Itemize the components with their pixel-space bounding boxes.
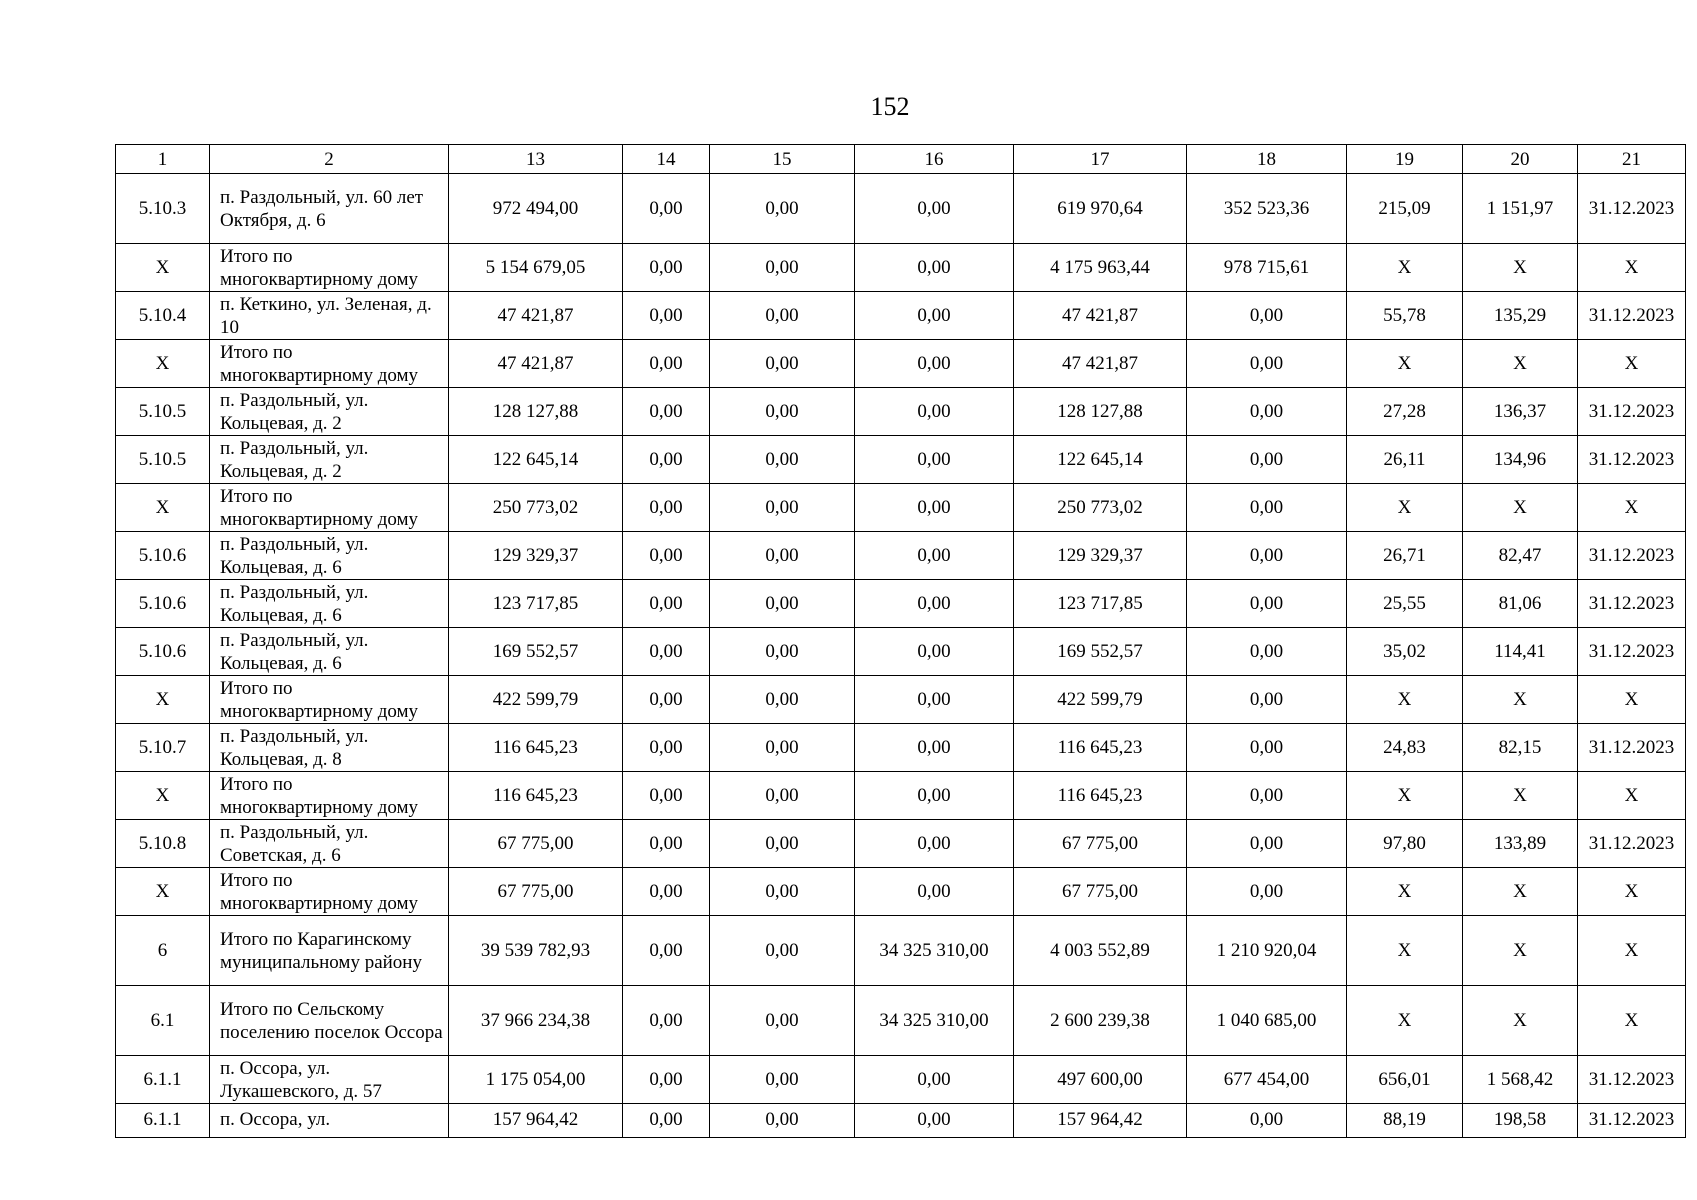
cell-col-17: 2 600 239,38 bbox=[1014, 986, 1187, 1056]
cell-col-17: 169 552,57 bbox=[1014, 628, 1187, 676]
cell-col-13: 169 552,57 bbox=[449, 628, 623, 676]
cell-col-14: 0,00 bbox=[623, 1104, 710, 1138]
cell-address: Итого по многоквартирному дому bbox=[210, 340, 449, 388]
table-row bbox=[116, 484, 1686, 532]
cell-col-17: 129 329,37 bbox=[1014, 532, 1187, 580]
cell-col-15: 0,00 bbox=[710, 676, 855, 724]
cell-col-21: 31.12.2023 bbox=[1578, 820, 1686, 868]
cell-col-16: 0,00 bbox=[855, 292, 1014, 340]
cell-row-number: 5.10.3 bbox=[116, 174, 210, 244]
cell-col-16: 0,00 bbox=[855, 1056, 1014, 1104]
cell-col-21: Х bbox=[1578, 484, 1686, 532]
cell-col-19: 215,09 bbox=[1347, 174, 1463, 244]
cell-col-19: 97,80 bbox=[1347, 820, 1463, 868]
cell-col-18: 0,00 bbox=[1187, 772, 1347, 820]
cell-address: Итого по многоквартирному дому bbox=[210, 868, 449, 916]
cell-row-number: 6 bbox=[116, 916, 210, 986]
cell-col-15: 0,00 bbox=[710, 724, 855, 772]
cell-col-17: 47 421,87 bbox=[1014, 292, 1187, 340]
cell-address: п. Кеткино, ул. Зеленая, д. 10 bbox=[210, 292, 449, 340]
cell-row-number: Х bbox=[116, 772, 210, 820]
cell-col-21: Х bbox=[1578, 340, 1686, 388]
table-row bbox=[116, 676, 1686, 724]
table-row bbox=[116, 1104, 1686, 1138]
cell-col-13: 116 645,23 bbox=[449, 772, 623, 820]
cell-col-18: 677 454,00 bbox=[1187, 1056, 1347, 1104]
cell-col-15: 0,00 bbox=[710, 244, 855, 292]
cell-col-15: 0,00 bbox=[710, 532, 855, 580]
cell-col-19: Х bbox=[1347, 676, 1463, 724]
cell-col-17: 497 600,00 bbox=[1014, 1056, 1187, 1104]
cell-address: п. Раздольный, ул. Кольцевая, д. 6 bbox=[210, 580, 449, 628]
cell-row-number: 5.10.4 bbox=[116, 292, 210, 340]
cell-col-20: 136,37 bbox=[1463, 388, 1578, 436]
cell-col-16: 34 325 310,00 bbox=[855, 986, 1014, 1056]
header-cell: 18 bbox=[1187, 145, 1347, 174]
cell-row-number: 6.1 bbox=[116, 986, 210, 1056]
cell-col-15: 0,00 bbox=[710, 986, 855, 1056]
cell-col-19: 27,28 bbox=[1347, 388, 1463, 436]
cell-col-19: 88,19 bbox=[1347, 1104, 1463, 1138]
cell-col-20: 81,06 bbox=[1463, 580, 1578, 628]
cell-col-15: 0,00 bbox=[710, 340, 855, 388]
cell-col-15: 0,00 bbox=[710, 174, 855, 244]
table-row bbox=[116, 868, 1686, 916]
cell-col-19: Х bbox=[1347, 916, 1463, 986]
cell-address: п. Оссора, ул. Лукашевского, д. 57 bbox=[210, 1056, 449, 1104]
cell-col-14: 0,00 bbox=[623, 532, 710, 580]
table-row bbox=[116, 340, 1686, 388]
cell-address: Итого по Сельскому поселению поселок Оссора bbox=[210, 986, 449, 1056]
cell-col-13: 47 421,87 bbox=[449, 292, 623, 340]
cell-col-16: 0,00 bbox=[855, 340, 1014, 388]
cell-col-21: Х bbox=[1578, 986, 1686, 1056]
cell-col-13: 123 717,85 bbox=[449, 580, 623, 628]
table-row bbox=[116, 532, 1686, 580]
cell-col-14: 0,00 bbox=[623, 868, 710, 916]
cell-col-18: 0,00 bbox=[1187, 436, 1347, 484]
cell-col-21: 31.12.2023 bbox=[1578, 174, 1686, 244]
cell-col-15: 0,00 bbox=[710, 484, 855, 532]
cell-col-16: 0,00 bbox=[855, 580, 1014, 628]
cell-col-16: 0,00 bbox=[855, 532, 1014, 580]
cell-col-15: 0,00 bbox=[710, 1104, 855, 1138]
cell-col-18: 978 715,61 bbox=[1187, 244, 1347, 292]
cell-col-18: 0,00 bbox=[1187, 484, 1347, 532]
cell-address: п. Раздольный, ул. Кольцевая, д. 8 bbox=[210, 724, 449, 772]
table-row bbox=[116, 174, 1686, 244]
cell-col-14: 0,00 bbox=[623, 916, 710, 986]
cell-col-20: 134,96 bbox=[1463, 436, 1578, 484]
cell-col-14: 0,00 bbox=[623, 628, 710, 676]
cell-col-15: 0,00 bbox=[710, 292, 855, 340]
header-cell: 13 bbox=[449, 145, 623, 174]
header-cell: 16 bbox=[855, 145, 1014, 174]
header-cell: 20 bbox=[1463, 145, 1578, 174]
cell-col-16: 0,00 bbox=[855, 820, 1014, 868]
cell-address: п. Раздольный, ул. Кольцевая, д. 2 bbox=[210, 436, 449, 484]
cell-col-17: 122 645,14 bbox=[1014, 436, 1187, 484]
cell-col-18: 0,00 bbox=[1187, 676, 1347, 724]
cell-col-15: 0,00 bbox=[710, 916, 855, 986]
cell-col-20: 198,58 bbox=[1463, 1104, 1578, 1138]
cell-col-19: 656,01 bbox=[1347, 1056, 1463, 1104]
cell-col-14: 0,00 bbox=[623, 244, 710, 292]
table-row bbox=[116, 244, 1686, 292]
cell-col-14: 0,00 bbox=[623, 436, 710, 484]
cell-col-21: 31.12.2023 bbox=[1578, 388, 1686, 436]
cell-col-21: 31.12.2023 bbox=[1578, 724, 1686, 772]
table-row bbox=[116, 292, 1686, 340]
cell-col-20: Х bbox=[1463, 868, 1578, 916]
cell-row-number: 6.1.1 bbox=[116, 1104, 210, 1138]
cell-row-number: Х bbox=[116, 484, 210, 532]
cell-address: Итого по многоквартирному дому bbox=[210, 676, 449, 724]
cell-col-16: 0,00 bbox=[855, 436, 1014, 484]
cell-col-16: 0,00 bbox=[855, 868, 1014, 916]
cell-col-16: 34 325 310,00 bbox=[855, 916, 1014, 986]
cell-col-19: Х bbox=[1347, 340, 1463, 388]
cell-row-number: 5.10.5 bbox=[116, 388, 210, 436]
cell-col-13: 37 966 234,38 bbox=[449, 986, 623, 1056]
cell-col-18: 0,00 bbox=[1187, 292, 1347, 340]
table-row bbox=[116, 986, 1686, 1056]
table-row bbox=[116, 916, 1686, 986]
cell-col-21: 31.12.2023 bbox=[1578, 436, 1686, 484]
cell-col-13: 47 421,87 bbox=[449, 340, 623, 388]
cell-col-21: Х bbox=[1578, 868, 1686, 916]
cell-col-18: 0,00 bbox=[1187, 628, 1347, 676]
table-row bbox=[116, 1056, 1686, 1104]
cell-col-20: 135,29 bbox=[1463, 292, 1578, 340]
cell-col-15: 0,00 bbox=[710, 388, 855, 436]
cell-col-17: 4 175 963,44 bbox=[1014, 244, 1187, 292]
cell-col-21: 31.12.2023 bbox=[1578, 628, 1686, 676]
cell-col-18: 0,00 bbox=[1187, 724, 1347, 772]
cell-col-13: 122 645,14 bbox=[449, 436, 623, 484]
cell-col-20: Х bbox=[1463, 676, 1578, 724]
cell-col-13: 250 773,02 bbox=[449, 484, 623, 532]
cell-col-17: 116 645,23 bbox=[1014, 772, 1187, 820]
table-row bbox=[116, 628, 1686, 676]
cell-col-20: Х bbox=[1463, 916, 1578, 986]
header-cell: 15 bbox=[710, 145, 855, 174]
table-row bbox=[116, 388, 1686, 436]
header-cell: 17 bbox=[1014, 145, 1187, 174]
cell-col-13: 5 154 679,05 bbox=[449, 244, 623, 292]
cell-address: п. Раздольный, ул. Кольцевая, д. 2 bbox=[210, 388, 449, 436]
cell-col-21: Х bbox=[1578, 772, 1686, 820]
cell-address: п. Раздольный, ул. Кольцевая, д. 6 bbox=[210, 628, 449, 676]
cell-col-20: Х bbox=[1463, 484, 1578, 532]
header-cell: 21 bbox=[1578, 145, 1686, 174]
cell-row-number: 5.10.8 bbox=[116, 820, 210, 868]
cell-col-16: 0,00 bbox=[855, 724, 1014, 772]
cell-col-18: 0,00 bbox=[1187, 532, 1347, 580]
cell-col-18: 0,00 bbox=[1187, 820, 1347, 868]
cell-col-16: 0,00 bbox=[855, 244, 1014, 292]
header-row bbox=[116, 145, 1686, 174]
cell-col-19: 26,11 bbox=[1347, 436, 1463, 484]
cell-col-14: 0,00 bbox=[623, 986, 710, 1056]
cell-col-19: Х bbox=[1347, 868, 1463, 916]
cell-address: п. Раздольный, ул. 60 лет Октября, д. 6 bbox=[210, 174, 449, 244]
table-row bbox=[116, 820, 1686, 868]
table-row bbox=[116, 436, 1686, 484]
cell-col-20: 82,15 bbox=[1463, 724, 1578, 772]
cell-col-20: Х bbox=[1463, 986, 1578, 1056]
cell-col-17: 619 970,64 bbox=[1014, 174, 1187, 244]
cell-col-16: 0,00 bbox=[855, 676, 1014, 724]
cell-col-21: Х bbox=[1578, 676, 1686, 724]
cell-col-20: 114,41 bbox=[1463, 628, 1578, 676]
cell-col-14: 0,00 bbox=[623, 820, 710, 868]
cell-row-number: 5.10.6 bbox=[116, 532, 210, 580]
cell-col-14: 0,00 bbox=[623, 772, 710, 820]
cell-row-number: Х bbox=[116, 340, 210, 388]
cell-col-18: 0,00 bbox=[1187, 1104, 1347, 1138]
table-row bbox=[116, 580, 1686, 628]
cell-col-14: 0,00 bbox=[623, 580, 710, 628]
cell-col-19: 35,02 bbox=[1347, 628, 1463, 676]
cell-col-18: 1 210 920,04 bbox=[1187, 916, 1347, 986]
cell-col-13: 129 329,37 bbox=[449, 532, 623, 580]
cell-col-14: 0,00 bbox=[623, 174, 710, 244]
cell-col-17: 250 773,02 bbox=[1014, 484, 1187, 532]
header-cell: 19 bbox=[1347, 145, 1463, 174]
header-cell: 2 bbox=[210, 145, 449, 174]
cell-col-20: 82,47 bbox=[1463, 532, 1578, 580]
cell-col-14: 0,00 bbox=[623, 292, 710, 340]
table-row bbox=[116, 724, 1686, 772]
cell-col-13: 116 645,23 bbox=[449, 724, 623, 772]
cell-col-15: 0,00 bbox=[710, 580, 855, 628]
cell-col-20: 133,89 bbox=[1463, 820, 1578, 868]
cell-address: п. Раздольный, ул. Советская, д. 6 bbox=[210, 820, 449, 868]
cell-col-13: 67 775,00 bbox=[449, 820, 623, 868]
cell-col-16: 0,00 bbox=[855, 388, 1014, 436]
cell-address: Итого по Карагинскому муниципальному району bbox=[210, 916, 449, 986]
cell-col-16: 0,00 bbox=[855, 174, 1014, 244]
cell-col-17: 67 775,00 bbox=[1014, 868, 1187, 916]
cell-col-17: 422 599,79 bbox=[1014, 676, 1187, 724]
cell-col-19: Х bbox=[1347, 244, 1463, 292]
cell-row-number: 5.10.7 bbox=[116, 724, 210, 772]
cell-col-18: 352 523,36 bbox=[1187, 174, 1347, 244]
cell-col-17: 4 003 552,89 bbox=[1014, 916, 1187, 986]
cell-col-18: 0,00 bbox=[1187, 580, 1347, 628]
cell-col-21: 31.12.2023 bbox=[1578, 292, 1686, 340]
cell-col-14: 0,00 bbox=[623, 388, 710, 436]
cell-row-number: Х bbox=[116, 868, 210, 916]
cell-col-19: Х bbox=[1347, 772, 1463, 820]
cell-address: п. Раздольный, ул. Кольцевая, д. 6 bbox=[210, 532, 449, 580]
cell-col-21: 31.12.2023 bbox=[1578, 1056, 1686, 1104]
cell-col-20: 1 151,97 bbox=[1463, 174, 1578, 244]
cell-col-20: Х bbox=[1463, 244, 1578, 292]
cell-col-20: Х bbox=[1463, 772, 1578, 820]
cell-row-number: Х bbox=[116, 676, 210, 724]
cell-col-17: 157 964,42 bbox=[1014, 1104, 1187, 1138]
cell-col-21: 31.12.2023 bbox=[1578, 532, 1686, 580]
cell-col-14: 0,00 bbox=[623, 484, 710, 532]
cell-col-20: Х bbox=[1463, 340, 1578, 388]
cell-col-15: 0,00 bbox=[710, 772, 855, 820]
cell-col-18: 1 040 685,00 bbox=[1187, 986, 1347, 1056]
cell-address: п. Оссора, ул. bbox=[210, 1104, 449, 1138]
cell-col-21: Х bbox=[1578, 916, 1686, 986]
cell-col-19: Х bbox=[1347, 484, 1463, 532]
cell-col-16: 0,00 bbox=[855, 772, 1014, 820]
cell-col-19: Х bbox=[1347, 986, 1463, 1056]
cell-col-17: 123 717,85 bbox=[1014, 580, 1187, 628]
cell-col-13: 39 539 782,93 bbox=[449, 916, 623, 986]
cell-col-19: 25,55 bbox=[1347, 580, 1463, 628]
cell-col-15: 0,00 bbox=[710, 820, 855, 868]
cell-col-18: 0,00 bbox=[1187, 340, 1347, 388]
cell-col-18: 0,00 bbox=[1187, 388, 1347, 436]
cell-col-19: 24,83 bbox=[1347, 724, 1463, 772]
cell-col-14: 0,00 bbox=[623, 1056, 710, 1104]
cell-col-13: 67 775,00 bbox=[449, 868, 623, 916]
cell-col-21: 31.12.2023 bbox=[1578, 580, 1686, 628]
table-row bbox=[116, 772, 1686, 820]
cell-row-number: 5.10.5 bbox=[116, 436, 210, 484]
cell-col-17: 116 645,23 bbox=[1014, 724, 1187, 772]
cell-col-13: 1 175 054,00 bbox=[449, 1056, 623, 1104]
cell-col-20: 1 568,42 bbox=[1463, 1056, 1578, 1104]
cell-address: Итого по многоквартирному дому bbox=[210, 484, 449, 532]
cell-col-15: 0,00 bbox=[710, 1056, 855, 1104]
cell-col-14: 0,00 bbox=[623, 724, 710, 772]
cell-col-13: 422 599,79 bbox=[449, 676, 623, 724]
cell-row-number: Х bbox=[116, 244, 210, 292]
cell-address: Итого по многоквартирному дому bbox=[210, 772, 449, 820]
cell-col-16: 0,00 bbox=[855, 1104, 1014, 1138]
cell-col-19: 26,71 bbox=[1347, 532, 1463, 580]
data-table bbox=[115, 144, 1686, 1138]
cell-col-15: 0,00 bbox=[710, 868, 855, 916]
table-body bbox=[116, 145, 1686, 1138]
cell-col-19: 55,78 bbox=[1347, 292, 1463, 340]
cell-col-13: 128 127,88 bbox=[449, 388, 623, 436]
cell-col-13: 157 964,42 bbox=[449, 1104, 623, 1138]
cell-col-21: Х bbox=[1578, 244, 1686, 292]
cell-col-17: 128 127,88 bbox=[1014, 388, 1187, 436]
page-number: 152 bbox=[870, 92, 910, 121]
cell-col-14: 0,00 bbox=[623, 340, 710, 388]
cell-col-15: 0,00 bbox=[710, 628, 855, 676]
cell-address: Итого по многоквартирному дому bbox=[210, 244, 449, 292]
cell-col-18: 0,00 bbox=[1187, 868, 1347, 916]
cell-row-number: 5.10.6 bbox=[116, 628, 210, 676]
cell-col-17: 67 775,00 bbox=[1014, 820, 1187, 868]
cell-col-21: 31.12.2023 bbox=[1578, 1104, 1686, 1138]
cell-col-16: 0,00 bbox=[855, 484, 1014, 532]
cell-col-15: 0,00 bbox=[710, 436, 855, 484]
cell-row-number: 6.1.1 bbox=[116, 1056, 210, 1104]
cell-col-16: 0,00 bbox=[855, 628, 1014, 676]
cell-row-number: 5.10.6 bbox=[116, 580, 210, 628]
cell-col-13: 972 494,00 bbox=[449, 174, 623, 244]
cell-col-14: 0,00 bbox=[623, 676, 710, 724]
header-cell: 14 bbox=[623, 145, 710, 174]
header-cell: 1 bbox=[116, 145, 210, 174]
cell-col-17: 47 421,87 bbox=[1014, 340, 1187, 388]
